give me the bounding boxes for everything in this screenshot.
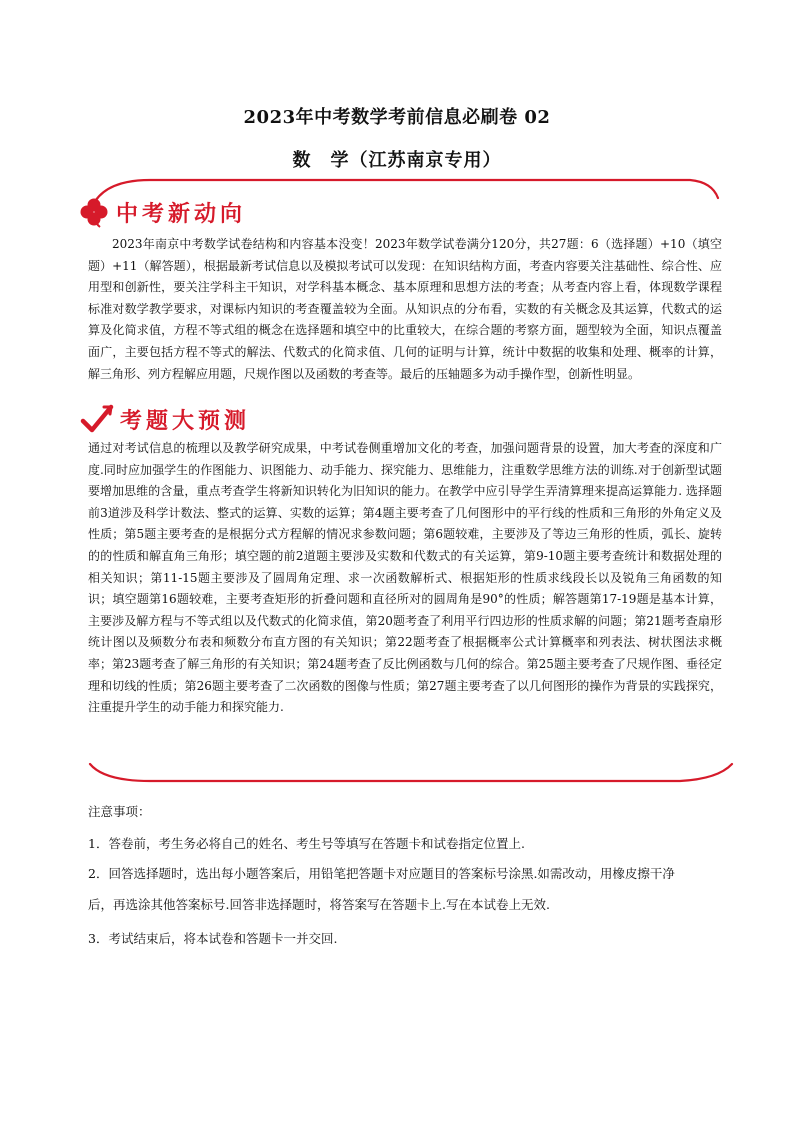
notes-item: 后，再选涂其他答案标号.回答非选择题时，将答案写在答题卡上.写在本试卷上无效. [88,897,550,912]
notes-item: 1．答卷前，考生务必将自己的姓名、考生号等填写在答题卡和试卷指定位置上. [88,836,525,851]
document-title: 2023年中考数学考前信息必刷卷 02 [243,107,551,128]
notes-item: 2．回答选择题时，选出每小题答案后，用铅笔把答题卡对应题目的答案标号涂黑.如需改动，用橡皮擦干净 [88,866,675,881]
section-heading-label: 考题大预测 [120,408,251,434]
section-heading-predictions [80,402,250,436]
trends-paragraph: 2023年南京中考数学试卷结构和内容基本没变！2023年数学试卷满分120分，共27题：6（选择题）+10（填空题）+11（解答题），根据最新考试信息以及模拟考试可以发现：在知识结构方面，考查内容要关注基础性、综合性、应用型和创新性，要关注学科主干知识，对学科基本概念、基本原理和思想方法的考查；从考查内容上看，体现数学课程标准对数学教学要求，对课标内知识的考查覆盖较为全面。从知识点的分布看，实数的有关概念及其运算，代数式的运算及化简求值，方程不等式组的概念在选择题和填空中的比重较大，在综合题的考察方面，题型较为全面，知识点覆盖面广，主要包括方程不等式的解法、代数式的化简求值、几何的证明与计算，统计中数据的收集和处理、概率的计算，解三角形、列方程解应用题，尺规作图以及函数的考查等。最后的压轴题多为动手操作型，创新性明显。 [88,237,722,381]
bottom-frame-curve [90,764,732,781]
notes-heading: 注意事项： [88,804,151,819]
document-subtitle: 数 学（江苏南京专用） [292,150,502,171]
four-leaf-clover-icon [78,196,110,228]
section-heading-trends [78,196,246,228]
predictions-paragraph: 通过对考试信息的梳理以及教学研究成果，中考试卷侧重增加文化的考查，加强问题背景的设置，加大考查的深度和广度.同时应加强学生的作图能力、识图能力、动手能力、探究能力、思维能力，注重数学思维方法的训练.对于创新型试题要增加思维的含量，重点考查学生将新知识转化为旧知识的能力。在教学中应引导学生弄清算理来提高运算能力. 选择题前3道涉及科学计数法、整式的运算、实数的运算；第4题主要考查了几何图形中的平行线的性质和三角形的外角定义及性质；第5题主要考查的是根据分式方程解的情况求参数问题；第6题较难，主要涉及了等边三角形的性质，弧长、旋转的的性质和解直角三角形；填空题的前2道题主要涉及实数和代数式的有关运算，第9-10题主要考查统计和数据处理的相关知识；第11-15题主要涉及了圆周角定理、求一次函数解析式、根据矩形的性质求线段长以及锐角三角函数的知识；填空题第16题较难，主要考查矩形的折叠问题和直径所对的圆周角是90°的性质；解答题第17-19题是基本计算，主要涉及解方程与不等式组以及代数式的化简求值，第20题考查了利用平行四边形的性质求解的问题；第21题考查扇形统计图以及频数分布表和频数分布直方图的有关知识；第22题考查了根据概率公式计算概率和列表法、树状图法求概率；第23题考查了解三角形的有关知识；第24题考查了反比例函数与几何的综合。第25题主要考查了尺规作图、垂径定理和切线的性质；第26题主要考查了二次函数的图像与性质；第27题主要考查了以几何图形的操作为背景的实践探究，注重提升学生的动手能力和探究能力. [88,441,722,715]
checkmark-icon [80,402,114,436]
notes-item: 3．考试结束后，将本试卷和答题卡一并交回. [88,931,338,946]
section-heading-label: 中考新动向 [116,201,247,227]
